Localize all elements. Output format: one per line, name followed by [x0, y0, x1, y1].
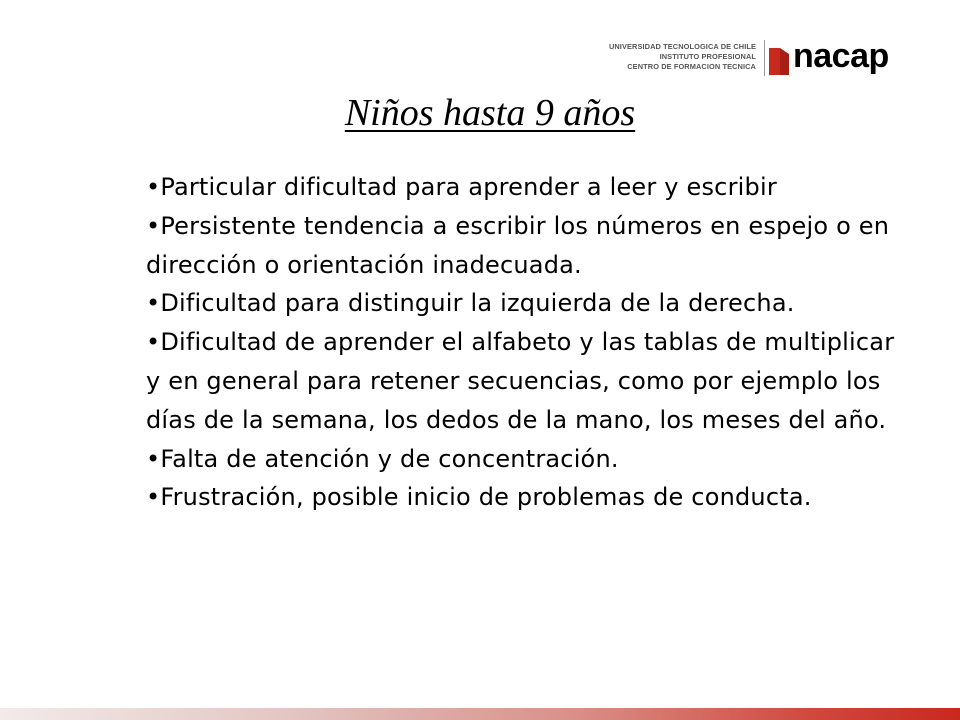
logo-divider	[764, 40, 765, 76]
bullet-item: •Particular dificultad para aprender a leer y escribir	[146, 173, 777, 201]
slide-title: Niños hasta 9 años	[344, 92, 636, 134]
bullet-item: •Falta de atención y de concentración.	[146, 444, 619, 473]
logo-subtitle	[590, 42, 756, 72]
bullet-item: •Frustración, posible inicio de problemas de conducta.	[146, 483, 812, 512]
logo-line-3: CENTRO DE FORMACION TECNICA	[627, 62, 756, 71]
logo-line-2: INSTITUTO PROFESIONAL	[659, 52, 756, 61]
bullet-item: •Dificultad de aprender el alfabeto y las tablas de multiplicar y en general para retener secuencias, como por ejemplo los días de la semana, los dedos de la mano, los meses del año.	[146, 328, 895, 434]
bullet-item: •Persistente tendencia a escribir los números en espejo o en dirección o orientación inadecuada.	[146, 211, 890, 279]
bullet-list	[146, 168, 906, 517]
bottom-accent-bar	[0, 708, 960, 720]
inacap-i-icon	[766, 44, 792, 76]
inacap-logo	[590, 37, 920, 80]
logo-wordmark: nacap	[793, 37, 889, 75]
logo-line-1: UNIVERSIDAD TECNOLOGICA DE CHILE	[608, 42, 756, 51]
bullet-item: •Dificultad para distinguir la izquierda de la derecha.	[146, 289, 795, 318]
